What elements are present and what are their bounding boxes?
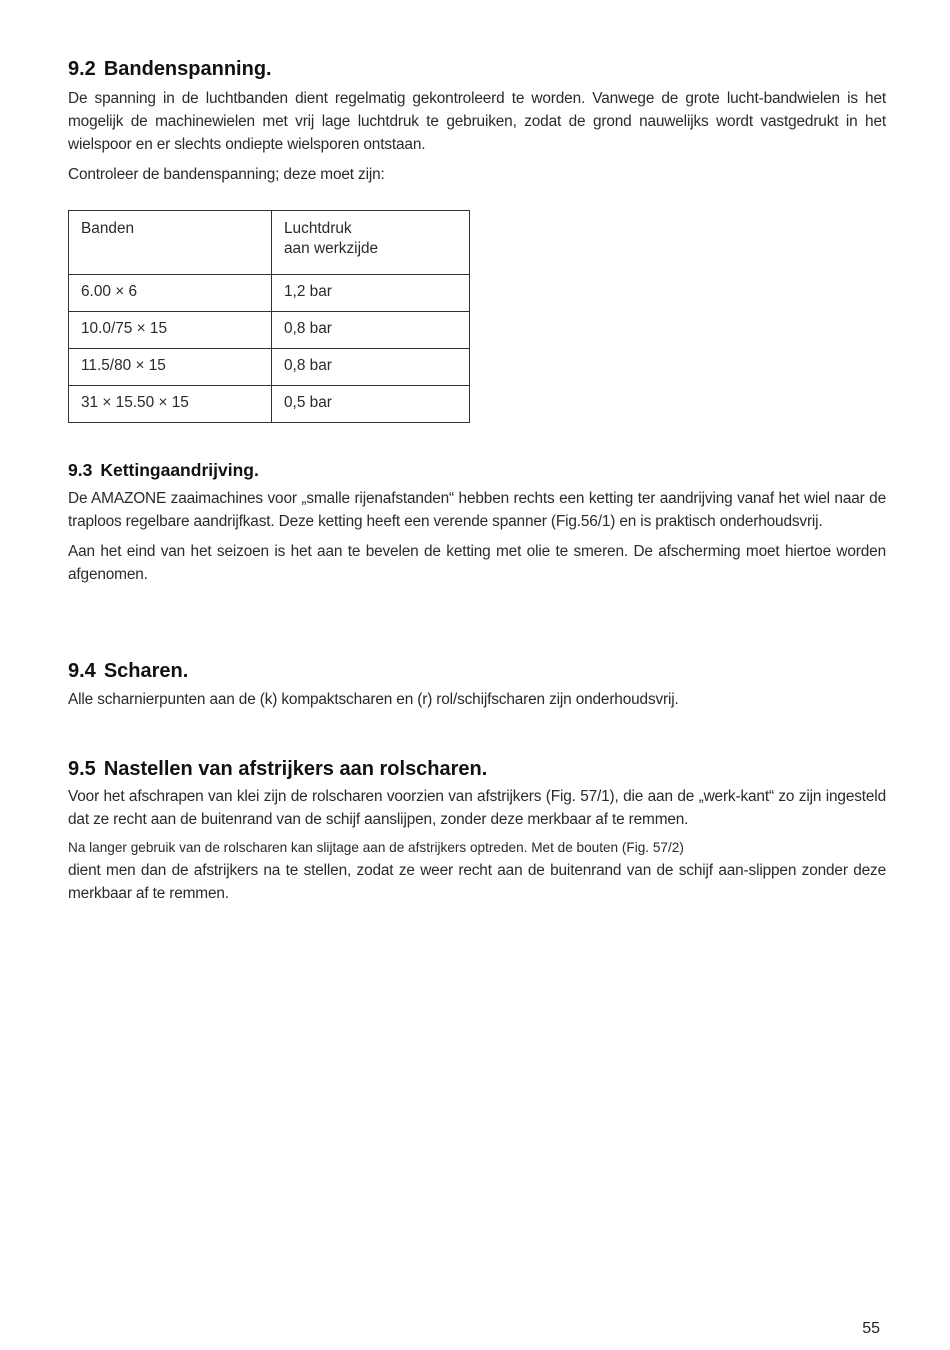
section-heading — [68, 460, 886, 481]
header-cell-luchtdruk — [272, 211, 470, 275]
section-heading — [68, 58, 886, 81]
section-title: Kettingaandrijving. — [100, 460, 259, 480]
section-heading — [68, 660, 886, 683]
pressure-cell: 0,8 bar — [272, 312, 470, 349]
tyre-size-cell: 10.0/75 × 15 — [69, 312, 272, 349]
section-title: Scharen. — [103, 660, 189, 682]
section-number: 9.3 — [68, 460, 93, 480]
paragraph: dient men dan de afstrijkers na te stellen, zodat ze weer recht aan de buitenrand van de schijf aan-slippen zonder deze merkbaar af te remmen. — [68, 862, 886, 902]
tyre-size-cell: 11.5/80 × 15 — [69, 349, 272, 386]
paragraph: Controleer de bandenspanning; deze moet zijn: — [68, 166, 385, 183]
section-scharen — [68, 660, 886, 711]
tyre-pressure-table — [68, 210, 470, 423]
paragraph: Voor het afschrapen van klei zijn de rolscharen voorzien van afstrijkers (Fig. 57/1), die aan de „werk-kant“ zo zijn ingesteld dat ze recht aan de buitenrand van de schijf aanslijpen, zonder deze merkbaar af te remmen. — [68, 788, 886, 828]
header-cell-banden: Banden — [69, 211, 272, 275]
paragraph: De AMAZONE zaaimachines voor „smalle rijenafstanden“ hebben rechts een ketting ter aandrijving vanaf het wiel naar de traploos regelbare aandrijfkast. Deze ketting heeft een verende spanner (Fig.56/1) en is praktisch onderhoudsvrij. — [68, 490, 886, 530]
section-title: Nastellen van afstrijkers aan rolscharen. — [103, 758, 488, 780]
header-line: Luchtdruk — [284, 220, 352, 237]
table-row — [69, 312, 470, 349]
table-row — [69, 386, 470, 423]
table-row — [69, 275, 470, 312]
table-header-row — [69, 211, 470, 275]
header-line: aan werkzijde — [284, 240, 379, 257]
pressure-cell: 1,2 bar — [272, 275, 470, 312]
section-bandenspanning — [68, 58, 886, 186]
section-number: 9.4 — [68, 660, 96, 682]
pressure-cell: 0,5 bar — [272, 386, 470, 423]
section-kettingaandrijving — [68, 460, 886, 586]
section-heading — [68, 758, 886, 781]
table-row — [69, 349, 470, 386]
paragraph: Alle scharnierpunten aan de (k) kompaktscharen en (r) rol/schijfscharen zijn onderhoudsvrij. — [68, 691, 679, 708]
pressure-cell: 0,8 bar — [272, 349, 470, 386]
section-title: Bandenspanning. — [103, 58, 272, 80]
page-number: 55 — [862, 1320, 880, 1337]
paragraph: De spanning in de luchtbanden dient regelmatig gekontroleerd te worden. Vanwege de grote lucht-bandwielen is het mogelijk de machinewielen met vrij lage luchtdruk te gebruiken, zodat de grond nauwelijks wordt vastgedrukt in het wielspoor en er slechts ondiepte wielsporen ontstaan. — [68, 90, 886, 153]
paragraph: Aan het eind van het seizoen is het aan te bevelen de ketting met olie te smeren. De afscherming moet hiertoe worden afgenomen. — [68, 543, 886, 583]
tyre-size-cell: 31 × 15.50 × 15 — [69, 386, 272, 423]
paragraph: Na langer gebruik van de rolscharen kan slijtage aan de afstrijkers optreden. Met de bouten (Fig. 57/2) — [68, 840, 684, 855]
section-number: 9.5 — [68, 758, 96, 780]
tyre-size-cell: 6.00 × 6 — [69, 275, 272, 312]
section-nastellen-afstrijkers — [68, 758, 886, 905]
section-number: 9.2 — [68, 58, 96, 80]
